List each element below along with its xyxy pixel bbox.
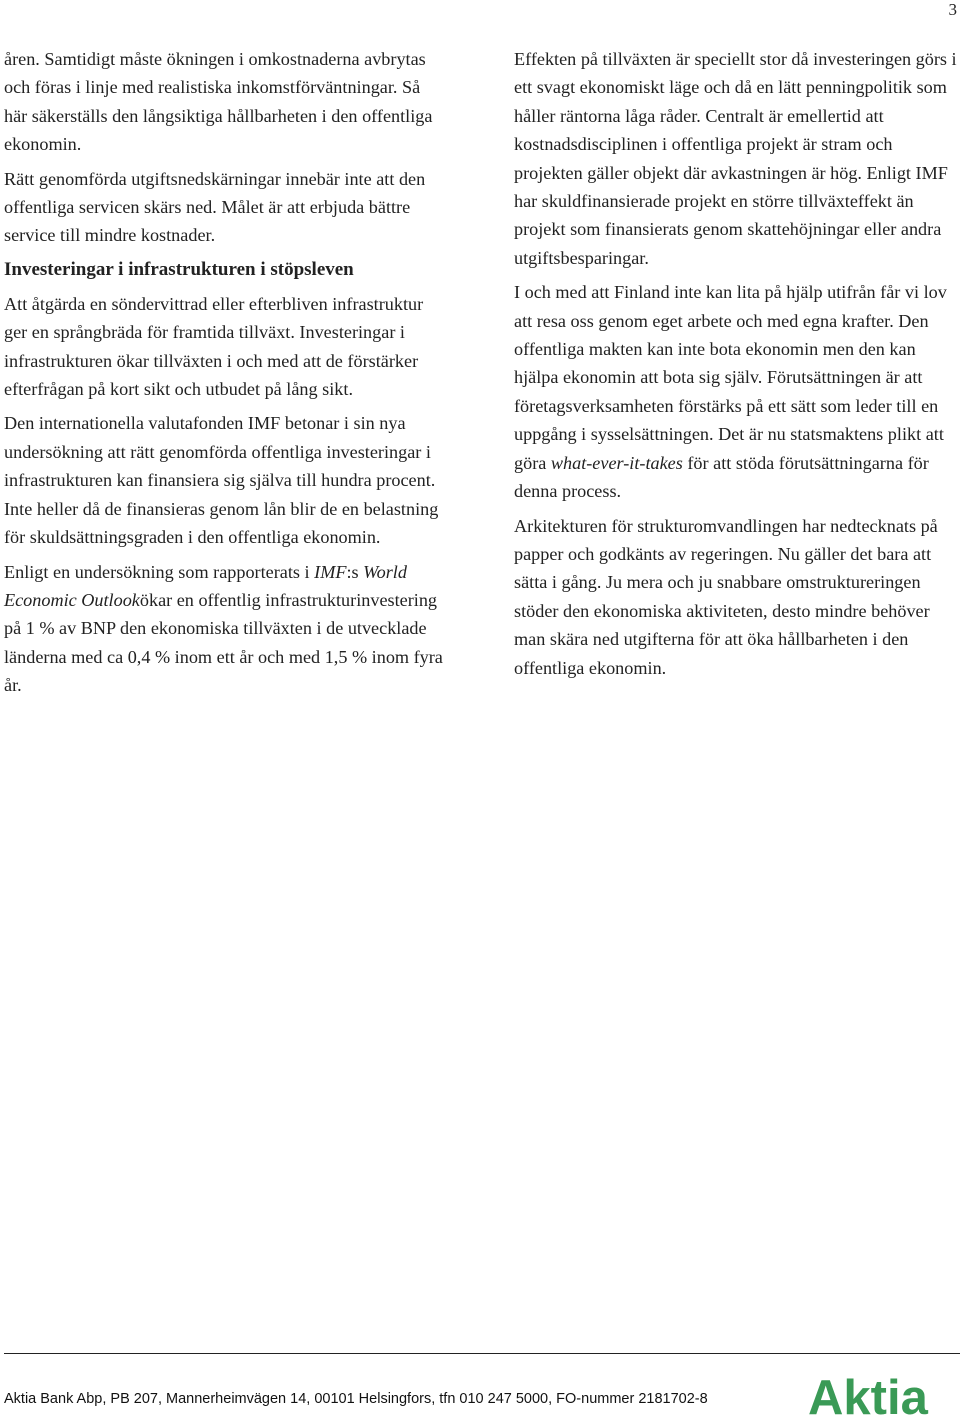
aktia-logo: Aktia <box>808 1371 928 1425</box>
footer-address: Aktia Bank Abp, PB 207, Mannerheimvägen 14, 00101 Helsingfors, tfn 010 247 5000, FO-nummer 2181702-8 <box>4 1391 708 1407</box>
p5-text-start: Enligt en undersökning som rapporterats i <box>4 561 315 582</box>
p2-text-end: för att stöda förutsättningarna för denna process. <box>514 452 929 502</box>
right-paragraph-2 <box>514 278 960 505</box>
left-column <box>4 45 444 706</box>
left-paragraph-1: åren. Samtidigt måste ökningen i omkostnaderna avbrytas och föras i linje med realistiska inkomstförväntningar. Så här säkerställs den långsiktiga hållbarheten i den offentliga ekonomin. <box>4 49 433 155</box>
p5-text-mid: :s <box>346 561 364 582</box>
page-number: 3 <box>948 0 957 19</box>
right-paragraph-1: Effekten på tillväxten är speciellt stor då investeringen görs i ett svagt ekonomiskt läge och då en lätt penningpolitik som håller räntorna låga råder. Centralt är emellertid att kostnadsdisciplinen i offentliga projekt är stram och projekten gäller objekt där avkastningen är hög. Enligt IMF har skuldfinansierade projekt en större tillväxteffekt än projekt som finansierats genom skattehöjningar eller andra utgiftsbesparingar. <box>514 49 957 268</box>
left-paragraph-3: Att åtgärda en söndervittrad eller efterbliven infrastruktur ger en språngbräda för framtida tillväxt. Investeringar i infrastrukturen ökar tillväxten i och med att de förstärker efterfrågan på kort sikt och utbudet på lång sikt. <box>4 293 424 400</box>
imf-emphasis: IMF <box>314 561 347 582</box>
whatever-it-takes-emphasis: what-ever-it-takes <box>550 452 683 473</box>
weo-title: World Economic Outlook <box>4 561 407 610</box>
p5-text-end: ökar en offentlig infrastrukturinvestering på 1 % av BNP den ekonomiska tillväxten i de utvecklade länderna med ca 0,4 % inom ett år och med 1,5 % inom fyra år. <box>4 589 443 696</box>
section-heading: Investeringar i infrastrukturen i stöpsleven <box>4 258 354 280</box>
left-paragraph-4: Den internationella valutafonden IMF betonar i sin nya undersökning att rätt genomförda offentliga investeringar i infrastrukturen kan finansiera sig själva till hundra procent. Inte heller då de finansieras genom lån blir de en belastning för skuldsättningsgraden i den offentliga ekonomin. <box>4 413 439 548</box>
right-paragraph-3: Arkitekturen för strukturomvandlingen har nedtecknats på papper och godkänts av regeringen. Nu gäller det bara att sätta i gång. Ju mera och ju snabbare omstruktureringen stöder den ekonomiska aktiviteten, desto mindre behöver man skära ned utgifterna för att öka hållbarheten i den offentliga ekonomin. <box>514 515 938 678</box>
right-column <box>514 45 960 688</box>
left-paragraph-5 <box>4 558 444 700</box>
left-paragraph-2: Rätt genomförda utgiftsnedskärningar innebär inte att den offentliga servicen skärs ned. Målet är att erbjuda bättre service till mindre kostnader. <box>4 168 426 246</box>
p2-text-start: I och med att Finland inte kan lita på hjälp utifrån får vi lov att resa oss genom eget arbete och med egna krafter. Den offentliga makten kan inte bota ekonomin men den kan hjälpa ekonomin att bota sig själv. Förutsättningen är att företagsverksamheten förstärks på ett sätt som leder till en uppgång i sysselsättningen. Det är nu statsmaktens plikt att göra <box>514 282 947 473</box>
footer-divider <box>4 1353 960 1354</box>
